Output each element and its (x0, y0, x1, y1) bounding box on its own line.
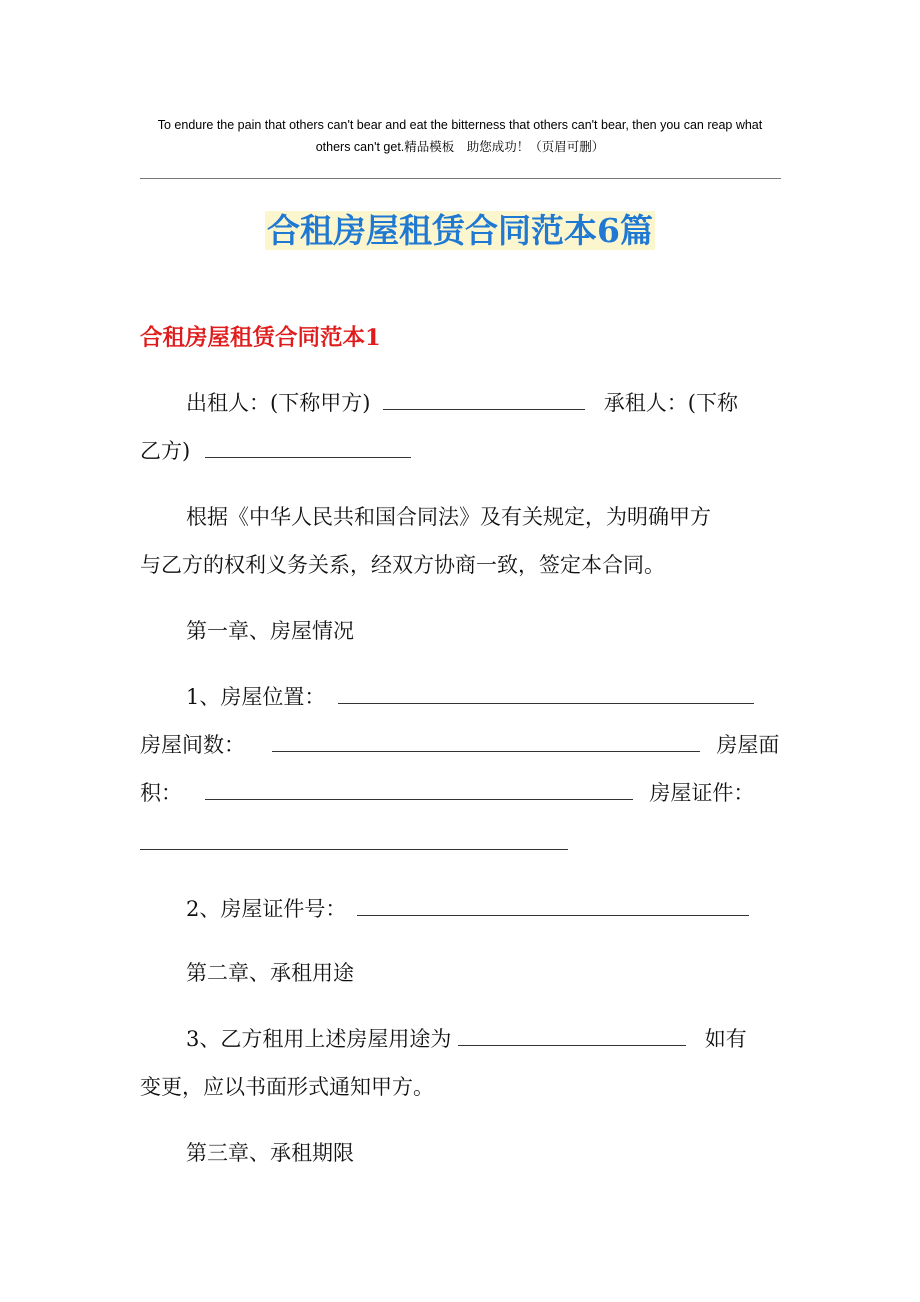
certificate-blank (140, 829, 568, 850)
certificate-label: 房屋证件： (649, 781, 755, 805)
chapter-1-heading: 第一章、房屋情况 (186, 619, 354, 643)
lessee-blank (205, 437, 411, 458)
lessor-blank (383, 389, 585, 410)
area-blank (205, 779, 633, 800)
lessee-label-prefix: 承租人：(下称 (603, 391, 738, 415)
location-line (140, 680, 826, 714)
certificate-blank-line (140, 826, 780, 860)
section-heading: 合租房屋租赁合同范本1 (140, 325, 381, 351)
usage-line (140, 1022, 826, 1056)
rooms-blank (272, 731, 700, 752)
area-label-prefix: 房屋面 (716, 733, 780, 757)
certificate-number-blank (357, 895, 749, 916)
parties-line-2 (140, 434, 780, 468)
location-blank (338, 683, 754, 704)
page-header (140, 114, 780, 158)
rooms-label: 房屋间数： (140, 733, 245, 757)
area-line (140, 776, 780, 810)
header-divider (140, 178, 781, 179)
lessor-label: 出租人：(下称甲方) (186, 391, 371, 415)
document-title-text: 合租房屋租赁合同范本6篇 (267, 211, 653, 250)
document-title (0, 205, 920, 257)
certificate-number-line (140, 892, 826, 926)
rooms-line (140, 728, 780, 762)
usage-label: 3、乙方租用上述房屋用途为 (186, 1027, 452, 1051)
parties-line-1 (140, 386, 826, 420)
lessee-label-suffix: 乙方) (140, 439, 191, 463)
certificate-number-label: 2、房屋证件号： (186, 897, 347, 921)
usage-blank (458, 1025, 686, 1046)
basis-line-2: 与乙方的权利义务关系，经双方协商一致，签定本合同。 (140, 553, 665, 577)
change-line: 变更，应以书面形式通知甲方。 (140, 1075, 434, 1099)
chapter-3-heading: 第三章、承租期限 (186, 1141, 354, 1165)
change-prefix: 如有 (704, 1027, 747, 1051)
location-label: 1、房屋位置： (186, 685, 326, 709)
header-line-1: To endure the pain that others can't bear and eat the bitterness that others can't bear, then you can reap what (157, 118, 763, 132)
basis-line-1: 根据《中华人民共和国合同法》及有关规定，为明确甲方 (186, 505, 711, 529)
chapter-2-heading: 第二章、承租用途 (186, 961, 354, 985)
area-label-suffix: 积： (140, 781, 182, 805)
header-line-2: others can't get.精品模板 助您成功！（页眉可删） (315, 140, 605, 154)
